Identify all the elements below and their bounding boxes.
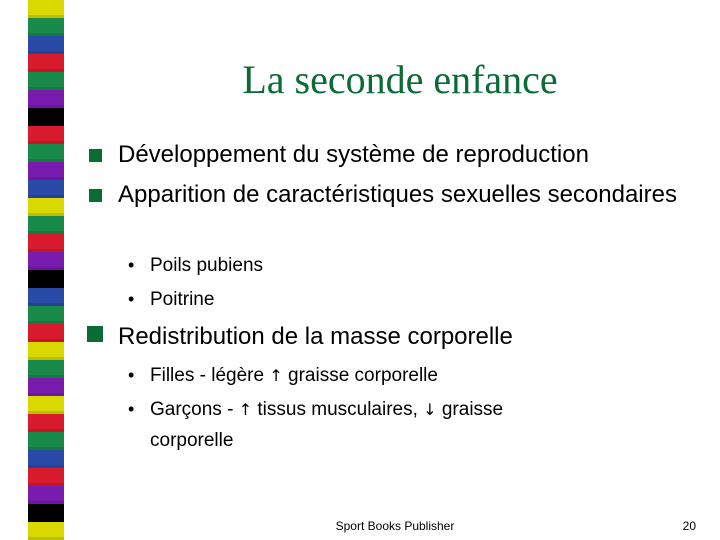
bullet-item-2 — [118, 180, 688, 210]
stripe-block — [28, 378, 64, 396]
bullet-item-1 — [118, 140, 688, 170]
sub-bullet-text: graisse corporelle — [288, 365, 438, 386]
stripe-block — [28, 36, 64, 54]
sub-bullet-text: graisse — [441, 399, 504, 420]
square-bullet-icon — [89, 189, 102, 202]
stripe-block — [28, 54, 64, 72]
stripe-block — [28, 396, 64, 414]
bullet-text-2: Apparition de caractéristiques sexuelles secondaires — [118, 181, 677, 208]
sub-bullet-text: Garçons - — [150, 399, 234, 420]
round-bullet-icon: • — [128, 255, 135, 275]
stripe-block — [28, 450, 64, 468]
stripe-block — [28, 306, 64, 324]
stripe-block — [28, 342, 64, 360]
stripe-block — [28, 360, 64, 378]
page-number: 20 — [682, 519, 696, 533]
stripe-block — [28, 234, 64, 252]
stripe-block — [28, 432, 64, 450]
sub-bullet-text: tissus musculaires, — [257, 399, 418, 420]
stripe-block — [28, 504, 64, 522]
bullet-text-3: Redistribution de la masse corporelle — [118, 323, 513, 350]
stripe-block — [28, 288, 64, 306]
sub-bullet-poils — [128, 250, 670, 281]
stripe-block — [28, 162, 64, 180]
stripe-block — [28, 468, 64, 486]
stripe-block — [28, 486, 64, 504]
stripe-block — [28, 0, 64, 18]
stripe-block — [28, 72, 64, 90]
stripe-block — [28, 252, 64, 270]
sub-bullet-text: corporelle — [150, 430, 234, 451]
stripe-block — [28, 216, 64, 234]
arrow-down-icon: ↓ — [423, 400, 437, 419]
footer-publisher: Sport Books Publisher — [335, 519, 455, 533]
bullet-text-1: Développement du système de reproduction — [118, 141, 589, 168]
slide-title: La seconde enfance — [242, 57, 558, 102]
stripe-block — [28, 414, 64, 432]
arrow-up-icon: ↑ — [238, 400, 253, 419]
decorative-color-stripe — [28, 0, 64, 540]
stripe-block — [28, 144, 64, 162]
stripe-block — [28, 270, 64, 288]
stripe-block — [28, 180, 64, 198]
sub-bullet-filles — [128, 360, 670, 391]
sub-bullet-text: Poitrine — [150, 289, 215, 310]
stripe-block — [28, 522, 64, 540]
round-bullet-icon: • — [128, 365, 135, 385]
stripe-block — [28, 90, 64, 108]
stripe-block — [28, 198, 64, 216]
square-bullet-icon — [89, 149, 102, 162]
sub-bullet-garcons — [128, 394, 670, 456]
round-bullet-icon: • — [128, 399, 135, 419]
sub-bullet-poitrine — [128, 284, 670, 315]
stripe-block — [28, 126, 64, 144]
arrow-up-icon: ↑ — [269, 366, 283, 385]
bullet-item-3 — [118, 322, 688, 352]
round-bullet-icon: • — [128, 289, 135, 309]
stripe-block — [28, 108, 64, 126]
sub-bullet-text: Filles - légère — [150, 365, 265, 386]
square-bullet-icon — [87, 326, 103, 342]
sub-bullet-text: Poils pubiens — [150, 255, 264, 276]
stripe-block — [28, 324, 64, 342]
stripe-block — [28, 18, 64, 36]
